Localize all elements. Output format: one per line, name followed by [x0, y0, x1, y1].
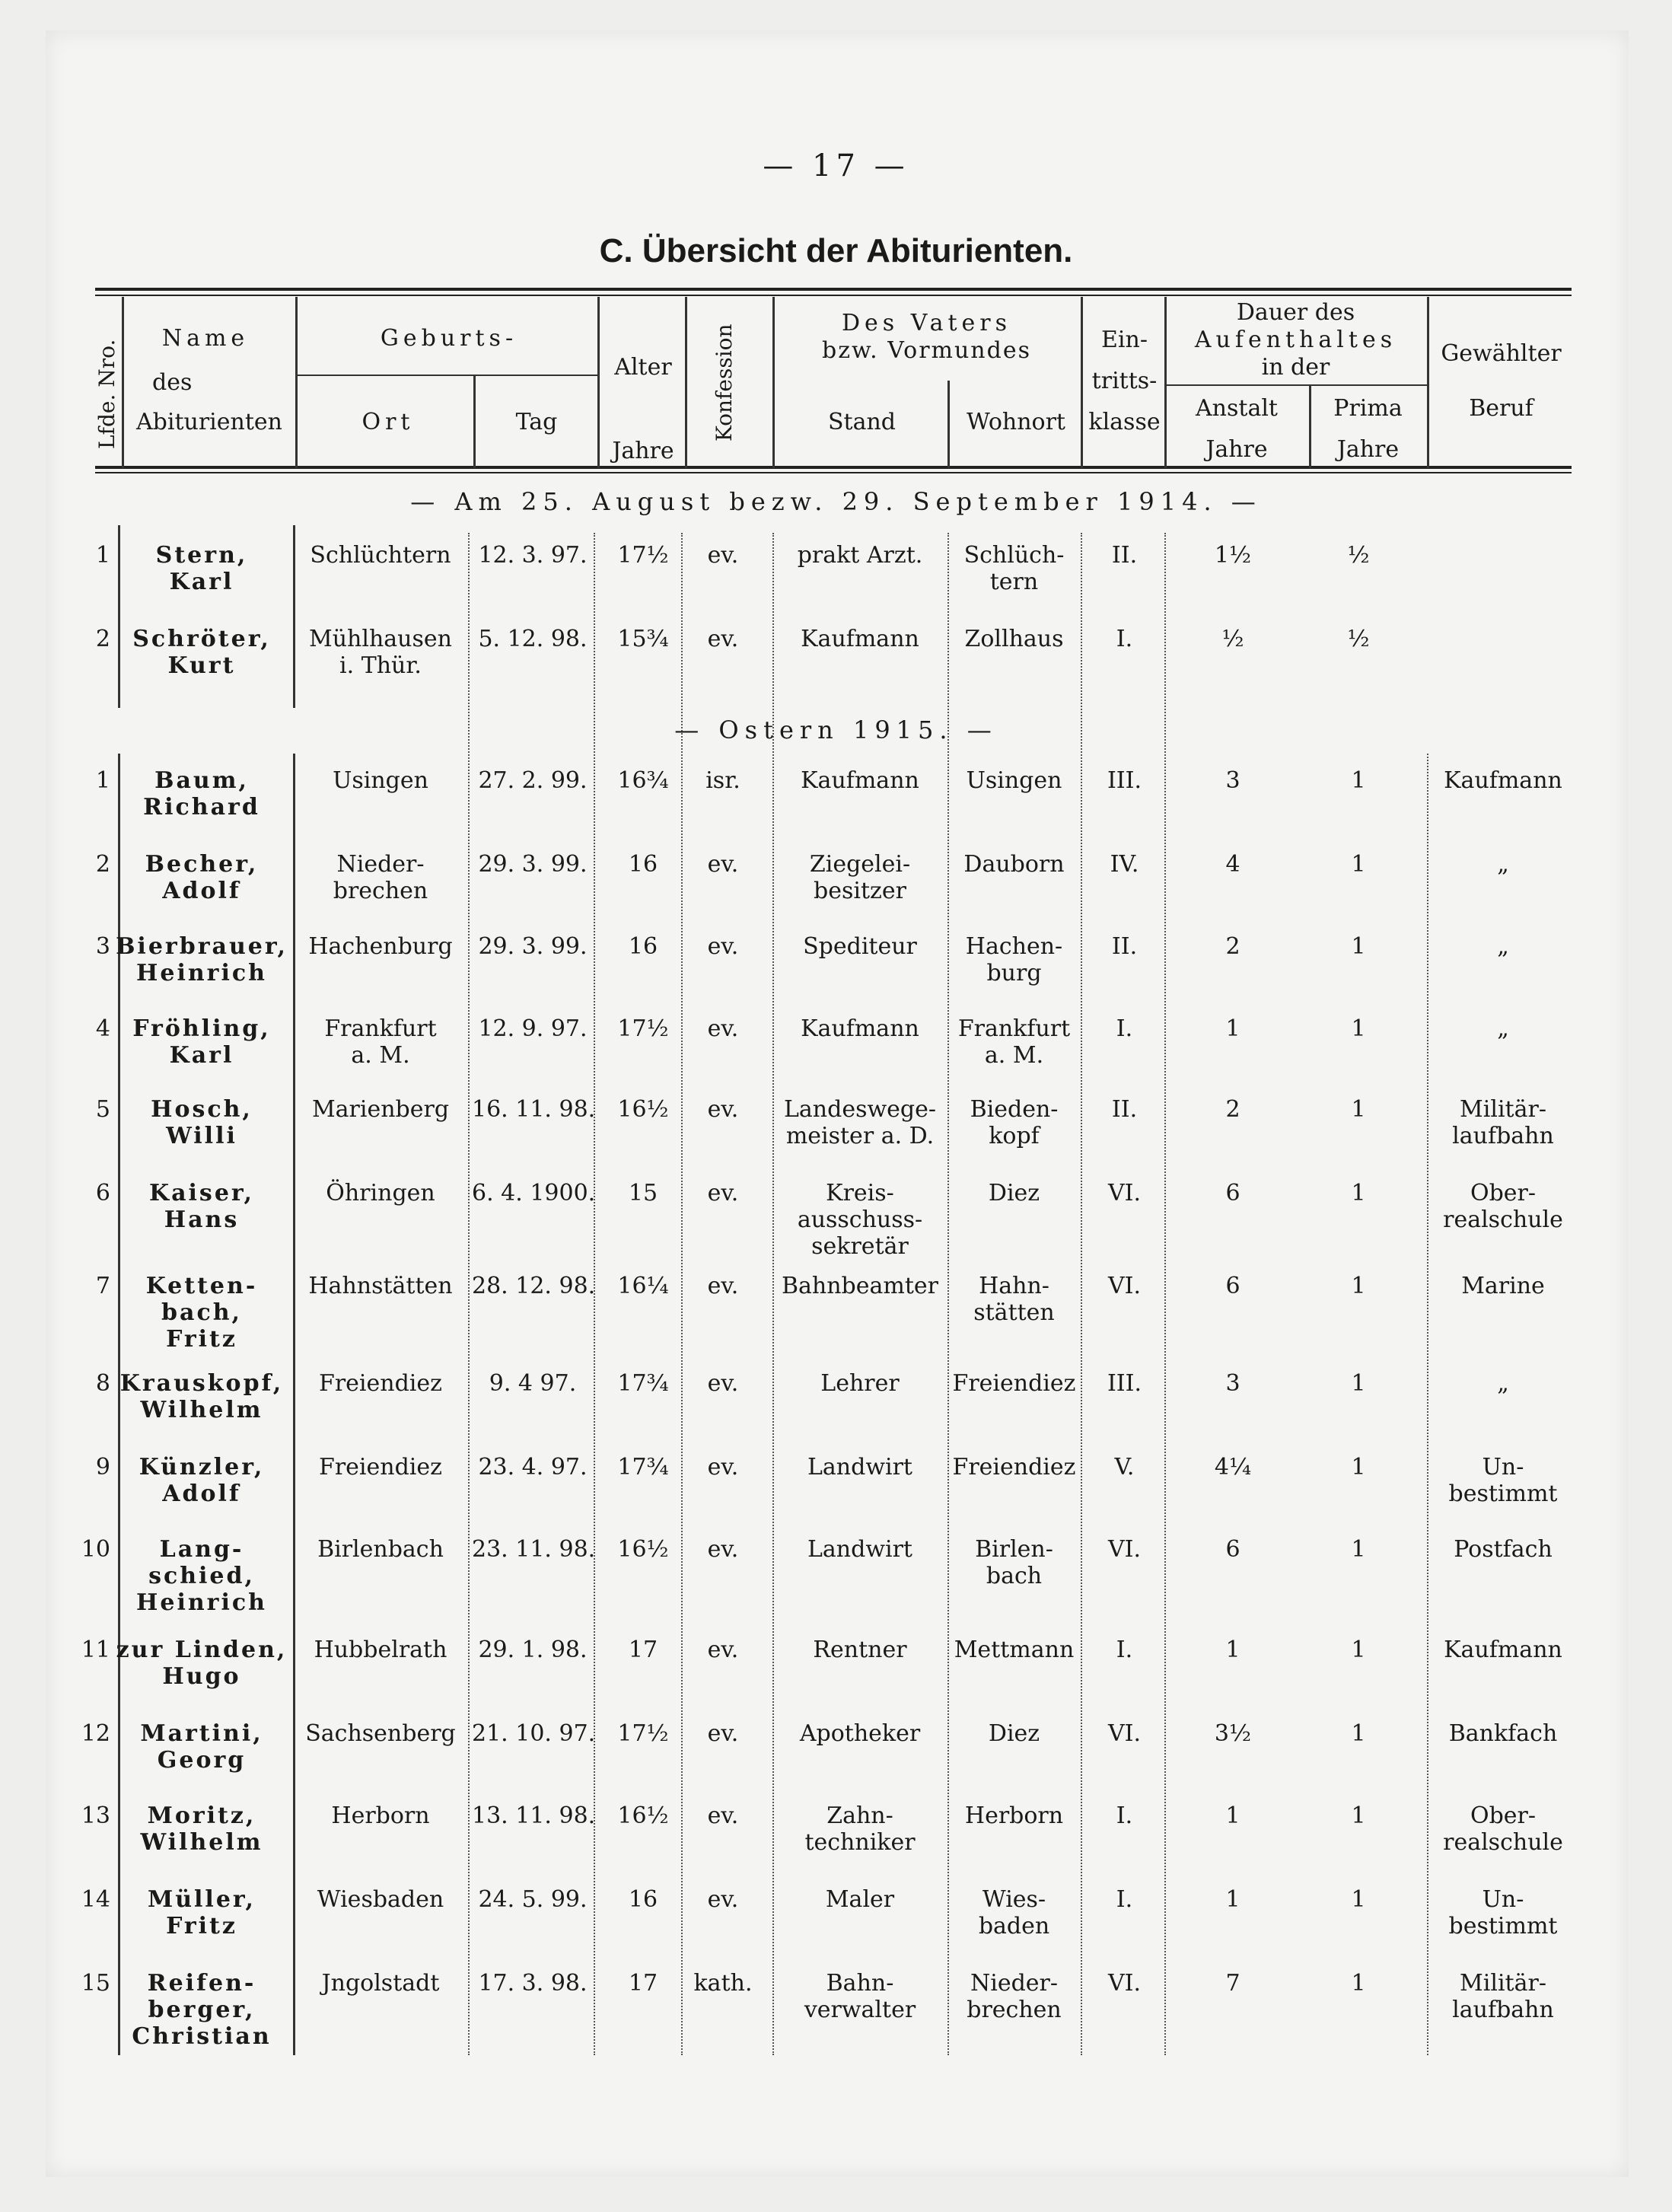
vater-stand: verwalter: [804, 1997, 916, 2023]
gewaehlter-beruf: „: [1497, 851, 1509, 878]
eintrittsklasse: I.: [1116, 1015, 1133, 1042]
abiturient-name: Fritz: [166, 1913, 237, 1939]
vater-wohnort: Diez: [988, 1720, 1040, 1747]
header-anstalt: Anstalt: [1196, 395, 1278, 422]
vater-stand: Maler: [825, 1886, 895, 1913]
geburtstag: 12. 9. 97.: [478, 1015, 588, 1042]
vater-wohnort: Diez: [988, 1180, 1040, 1206]
gewaehlter-beruf: „: [1497, 933, 1509, 960]
geburtstag: 6. 4. 1900.: [472, 1180, 596, 1206]
geburtsort: Sachsenberg: [305, 1720, 456, 1747]
alter: 17: [628, 1637, 658, 1663]
vline-header-7: [947, 381, 950, 468]
geburtstag: 23. 4. 97.: [478, 1454, 588, 1481]
vater-wohnort: Usingen: [966, 767, 1062, 794]
alter: 17: [628, 1970, 658, 1997]
abiturient-name: Ketten-: [145, 1273, 258, 1299]
header-konfession: Konfession: [712, 324, 737, 441]
abiturient-name: Künzler,: [139, 1454, 265, 1481]
dauer-prima: 1: [1351, 1454, 1366, 1481]
vater-wohnort: Nieder-: [970, 1970, 1059, 1997]
header-anstalt-jahre: Jahre: [1205, 436, 1268, 463]
row-number: 3: [95, 933, 110, 960]
vater-wohnort: Wies-: [982, 1886, 1046, 1913]
header-vater-2: bzw. Vormundes: [822, 337, 1031, 364]
rule-top-thin: [95, 295, 1572, 296]
konfession: ev.: [707, 1180, 739, 1206]
header-alter-jahre: Jahre: [612, 438, 674, 464]
dauer-prima: ½: [1347, 542, 1370, 569]
vline-header-2: [295, 297, 298, 468]
geburtstag: 13. 11. 98.: [472, 1802, 596, 1829]
vater-wohnort: Freiendiez: [952, 1454, 1076, 1481]
abiturient-name: Bierbrauer,: [116, 933, 288, 960]
abiturient-name: Martini,: [140, 1720, 263, 1747]
vater-wohnort: Frankfurt: [957, 1015, 1071, 1042]
eintrittsklasse: III.: [1107, 767, 1142, 794]
eintrittsklasse: III.: [1107, 1370, 1142, 1397]
geburtstag: 21. 10. 97.: [472, 1720, 596, 1747]
abiturient-name: berger,: [148, 1997, 256, 2023]
eintrittsklasse: I.: [1116, 1886, 1133, 1913]
vater-wohnort: burg: [986, 960, 1042, 986]
abiturient-name: Karl: [169, 1042, 234, 1069]
alter: 16: [628, 933, 658, 960]
vline-header-4: [597, 297, 600, 468]
vater-stand: prakt Arzt.: [797, 542, 923, 569]
row-number: 1: [95, 542, 110, 569]
abiturient-name: Georg: [157, 1747, 247, 1774]
dauer-prima: 1: [1351, 1180, 1366, 1206]
header-prima: Prima: [1333, 395, 1403, 422]
gewaehlter-beruf: bestimmt: [1448, 1913, 1558, 1939]
row-number: 11: [81, 1637, 110, 1663]
dauer-prima: 1: [1351, 933, 1366, 960]
abiturient-name: Moritz,: [147, 1802, 256, 1829]
vater-stand: besitzer: [814, 878, 906, 904]
vater-stand: Bahn-: [826, 1970, 894, 1997]
vater-stand: Landeswege-: [783, 1096, 936, 1123]
dauer-anstalt: 6: [1225, 1536, 1240, 1563]
konfession: ev.: [707, 851, 739, 878]
alter: 16: [628, 851, 658, 878]
abiturient-name: Lang-: [159, 1536, 244, 1563]
abiturient-name: Becher,: [145, 851, 259, 878]
abiturient-name: Wilhelm: [140, 1397, 263, 1423]
konfession: ev.: [707, 626, 739, 652]
vater-stand: sekretär: [811, 1233, 909, 1260]
row-number: 2: [95, 626, 110, 652]
row-number: 5: [95, 1096, 110, 1123]
header-dauer-3: in der: [1261, 354, 1330, 381]
dauer-anstalt: 3½: [1214, 1720, 1252, 1747]
alter: 17½: [617, 1015, 669, 1042]
konfession: ev.: [707, 1802, 739, 1829]
gewaehlter-beruf: Kaufmann: [1444, 767, 1562, 794]
alter: 16½: [617, 1802, 669, 1829]
geburtsort: Wiesbaden: [317, 1886, 444, 1913]
vater-wohnort: tern: [989, 569, 1039, 595]
dauer-prima: 1: [1351, 1096, 1366, 1123]
vater-wohnort: Schlüch-: [963, 542, 1065, 569]
header-geburts: Geburts-: [380, 325, 518, 352]
gewaehlter-beruf: Militär-: [1460, 1096, 1546, 1123]
konfession: ev.: [707, 1720, 739, 1747]
geburtstag: 29. 3. 99.: [478, 851, 588, 878]
header-alter: Alter: [614, 354, 672, 381]
gewaehlter-beruf: laufbahn: [1452, 1123, 1554, 1149]
geburtsort: Öhringen: [326, 1180, 435, 1206]
dauer-anstalt: 1½: [1214, 542, 1252, 569]
row-number: 13: [81, 1802, 110, 1829]
dauer-anstalt: 2: [1225, 933, 1240, 960]
gewaehlter-beruf: Kaufmann: [1444, 1637, 1562, 1663]
vater-wohnort: Mettmann: [954, 1637, 1075, 1663]
vater-stand: techniker: [804, 1829, 916, 1856]
geburtsort: Freiendiez: [319, 1370, 442, 1397]
abiturient-name: Müller,: [148, 1886, 256, 1913]
dauer-anstalt: 4¼: [1214, 1454, 1252, 1481]
konfession: ev.: [707, 1273, 739, 1299]
vater-wohnort: Bieden-: [970, 1096, 1059, 1123]
gewaehlter-beruf: Postfach: [1454, 1536, 1553, 1563]
header-name-1: Name: [161, 325, 250, 352]
vater-wohnort: stätten: [973, 1299, 1055, 1326]
row-number: 7: [95, 1273, 110, 1299]
alter: 15: [628, 1180, 658, 1206]
vline-header-8: [1081, 297, 1083, 468]
geburtstag: 24. 5. 99.: [478, 1886, 588, 1913]
geburtstag: 9. 4 97.: [489, 1370, 577, 1397]
dauer-prima: 1: [1351, 1970, 1366, 1997]
vater-wohnort: Freiendiez: [952, 1370, 1076, 1397]
header-name-3: Abiturienten: [136, 409, 282, 435]
alter: 16¼: [617, 1273, 669, 1299]
row-number: 6: [95, 1180, 110, 1206]
header-wohnort: Wohnort: [967, 409, 1065, 435]
row-number: 15: [81, 1970, 110, 1997]
dauer-prima: 1: [1351, 851, 1366, 878]
abiturient-name: Heinrich: [136, 1589, 267, 1616]
geburtstag: 23. 11. 98.: [472, 1536, 596, 1563]
dauer-anstalt: 1: [1225, 1802, 1240, 1829]
vater-stand: Apotheker: [799, 1720, 921, 1747]
vater-wohnort: Hahn-: [979, 1273, 1049, 1299]
gewaehlter-beruf: Un-: [1482, 1454, 1524, 1481]
dauer-prima: 1: [1351, 1015, 1366, 1042]
abiturient-name: bach,: [161, 1299, 242, 1326]
abiturient-name: Adolf: [162, 1481, 241, 1507]
page-number: — 17 —: [763, 148, 909, 183]
vater-stand: Lehrer: [820, 1370, 900, 1397]
row-number: 14: [81, 1886, 110, 1913]
vater-stand: Zahn-: [826, 1802, 893, 1829]
abiturient-name: Fröhling,: [132, 1015, 271, 1042]
vline-header-6: [772, 297, 775, 468]
vline-header-9: [1164, 297, 1167, 468]
dauer-anstalt: 1: [1225, 1015, 1240, 1042]
geburtstag: 17. 3. 98.: [478, 1970, 588, 1997]
vater-stand: Kaufmann: [801, 767, 919, 794]
konfession: ev.: [707, 1454, 739, 1481]
gewaehlter-beruf: Bankfach: [1448, 1720, 1558, 1747]
dauer-prima: 1: [1351, 1273, 1366, 1299]
vater-stand: Ziegelei-: [809, 851, 911, 878]
dauer-anstalt: 6: [1225, 1273, 1240, 1299]
vater-wohnort: Herborn: [964, 1802, 1064, 1829]
abiturient-name: Krauskopf,: [119, 1370, 284, 1397]
abiturient-name: Karl: [169, 569, 234, 595]
vline-header-1: [122, 297, 124, 468]
header-dauer-1: Dauer des: [1236, 299, 1355, 326]
vline-header-10: [1309, 384, 1311, 468]
konfession: ev.: [707, 1886, 739, 1913]
geburtstag: 27. 2. 99.: [478, 767, 588, 794]
abiturient-name: Baum,: [154, 767, 249, 794]
gewaehlter-beruf: bestimmt: [1448, 1481, 1558, 1507]
geburtsort: Herborn: [331, 1802, 430, 1829]
geburtsort: Marienberg: [311, 1096, 450, 1123]
eintrittsklasse: VI.: [1107, 1180, 1142, 1206]
vater-stand: Spediteur: [803, 933, 917, 960]
abiturient-name: Christian: [132, 2023, 272, 2050]
vater-wohnort: brechen: [967, 1997, 1062, 2023]
header-vater-1: Des Vaters: [841, 310, 1012, 336]
row-number: 1: [95, 767, 110, 794]
dauer-anstalt: 2: [1225, 1096, 1240, 1123]
header-beruf-1: Gewählter: [1441, 340, 1562, 367]
eintrittsklasse: I.: [1116, 1802, 1133, 1829]
abiturient-name: Willi: [166, 1123, 237, 1149]
section-heading: — Am 25. August bezw. 29. September 1914. —: [410, 487, 1262, 516]
page-title: C. Übersicht der Abiturienten.: [599, 232, 1073, 269]
gewaehlter-beruf: realschule: [1443, 1829, 1563, 1856]
geburtsort: Jngolstadt: [321, 1970, 440, 1997]
geburtstag: 29. 1. 98.: [478, 1637, 588, 1663]
geburtsort: Freiendiez: [319, 1454, 442, 1481]
gewaehlter-beruf: Militär-: [1460, 1970, 1546, 1997]
section-heading: — Ostern 1915. —: [674, 716, 998, 744]
dauer-prima: 1: [1351, 1370, 1366, 1397]
dauer-anstalt: 1: [1225, 1637, 1240, 1663]
vater-wohnort: Dauborn: [963, 851, 1065, 878]
geburtsort: Hubbelrath: [314, 1637, 447, 1663]
row-number: 4: [95, 1015, 110, 1042]
rule-top: [95, 288, 1572, 291]
konfession: kath.: [693, 1970, 753, 1997]
geburtsort: Nieder-: [336, 851, 425, 878]
abiturient-name: Schröter,: [132, 626, 271, 652]
header-stand: Stand: [827, 409, 897, 435]
eintrittsklasse: VI.: [1107, 1536, 1142, 1563]
vater-wohnort: a. M.: [984, 1042, 1044, 1069]
header-ort: Ort: [361, 409, 415, 435]
alter: 17¾: [617, 1454, 669, 1481]
geburtstag: 12. 3. 97.: [478, 542, 588, 569]
row-number: 10: [81, 1536, 110, 1563]
vline-header-11: [1427, 297, 1429, 468]
konfession: ev.: [707, 1536, 739, 1563]
dauer-prima: ½: [1347, 626, 1370, 652]
gewaehlter-beruf: Marine: [1461, 1273, 1545, 1299]
abiturient-name: Hosch,: [151, 1096, 253, 1123]
vater-stand: Landwirt: [807, 1454, 912, 1481]
header-eintritt-1: Ein-: [1101, 327, 1148, 353]
vater-stand: ausschuss-: [797, 1206, 923, 1233]
abiturient-name: Adolf: [162, 878, 241, 904]
header-tag: Tag: [515, 409, 558, 435]
row-number: 8: [95, 1370, 110, 1397]
eintrittsklasse: II.: [1111, 542, 1138, 569]
abiturient-name: Fritz: [166, 1326, 237, 1353]
vline-header-3: [473, 375, 476, 468]
alter: 16½: [617, 1096, 669, 1123]
eintrittsklasse: IV.: [1110, 851, 1139, 878]
header-lfde-nr: Lfde. Nro.: [94, 339, 119, 449]
row-number: 9: [95, 1454, 110, 1481]
geburtsort: Usingen: [333, 767, 428, 794]
dauer-anstalt: 3: [1225, 1370, 1240, 1397]
geburtsort: i. Thür.: [339, 652, 422, 679]
geburtsort: Schlüchtern: [310, 542, 451, 569]
rule-header-bottom-thin: [95, 472, 1572, 473]
dauer-anstalt: 7: [1225, 1970, 1240, 1997]
dauer-divider: [1164, 384, 1427, 386]
dauer-prima: 1: [1351, 1720, 1366, 1747]
abiturient-name: Richard: [143, 794, 260, 821]
eintrittsklasse: VI.: [1107, 1720, 1142, 1747]
vater-stand: Landwirt: [807, 1536, 912, 1563]
vater-stand: meister a. D.: [785, 1123, 935, 1149]
dauer-anstalt: 3: [1225, 767, 1240, 794]
eintrittsklasse: I.: [1116, 626, 1133, 652]
geburts-divider: [297, 375, 597, 376]
geburtstag: 29. 3. 99.: [478, 933, 588, 960]
eintrittsklasse: V.: [1114, 1454, 1135, 1481]
alter: 17½: [617, 542, 669, 569]
vater-wohnort: baden: [978, 1913, 1050, 1939]
dauer-anstalt: 6: [1225, 1180, 1240, 1206]
dauer-anstalt: 4: [1225, 851, 1240, 878]
alter: 16¾: [617, 767, 669, 794]
geburtsort: a. M.: [351, 1042, 410, 1069]
row-number: 12: [81, 1720, 110, 1747]
eintrittsklasse: II.: [1111, 933, 1138, 960]
abiturient-name: Reifen-: [147, 1970, 256, 1997]
eintrittsklasse: II.: [1111, 1096, 1138, 1123]
dauer-prima: 1: [1351, 767, 1366, 794]
gewaehlter-beruf: Ober-: [1470, 1802, 1537, 1829]
geburtsort: Hachenburg: [308, 933, 453, 960]
dauer-anstalt: 1: [1225, 1886, 1240, 1913]
geburtsort: Mühlhausen: [309, 626, 452, 652]
geburtsort: brechen: [333, 878, 428, 904]
vater-wohnort: Hachen-: [965, 933, 1063, 960]
dauer-prima: 1: [1351, 1536, 1366, 1563]
header-eintritt-3: klasse: [1088, 409, 1161, 435]
gewaehlter-beruf: laufbahn: [1452, 1997, 1554, 2023]
alter: 15¾: [617, 626, 669, 652]
header-name-2: des: [152, 369, 193, 396]
abiturient-name: schied,: [148, 1563, 255, 1589]
abiturient-name: Stern,: [155, 542, 248, 569]
konfession: isr.: [705, 767, 740, 794]
geburtstag: 28. 12. 98.: [472, 1273, 596, 1299]
dauer-prima: 1: [1351, 1802, 1366, 1829]
geburtsort: Birlenbach: [317, 1536, 444, 1563]
geburtsort: Frankfurt: [324, 1015, 437, 1042]
alter: 16: [628, 1886, 658, 1913]
konfession: ev.: [707, 933, 739, 960]
gewaehlter-beruf: Ober-: [1470, 1180, 1537, 1206]
dauer-prima: 1: [1351, 1637, 1366, 1663]
row-number: 2: [95, 851, 110, 878]
abiturient-name: Kaiser,: [149, 1180, 254, 1206]
abiturient-name: Heinrich: [136, 960, 267, 986]
geburtstag: 5. 12. 98.: [478, 626, 588, 652]
abiturient-name: Hugo: [162, 1663, 241, 1690]
vline-header-5: [685, 297, 687, 468]
vater-stand: Bahnbeamter: [781, 1273, 938, 1299]
eintrittsklasse: VI.: [1107, 1273, 1142, 1299]
vdot-tag: [468, 533, 470, 2055]
vater-stand: Kaufmann: [801, 1015, 919, 1042]
dauer-anstalt: ½: [1221, 626, 1244, 652]
abiturient-name: Kurt: [167, 652, 236, 679]
rule-header-bottom: [95, 466, 1572, 469]
vater-wohnort: kopf: [989, 1123, 1040, 1149]
alter: 16½: [617, 1536, 669, 1563]
geburtstag: 16. 11. 98.: [472, 1096, 596, 1123]
gewaehlter-beruf: Un-: [1482, 1886, 1524, 1913]
header-dauer-2: Aufenthaltes: [1194, 327, 1397, 353]
vater-wohnort: Zollhaus: [964, 626, 1064, 652]
vater-wohnort: bach: [986, 1563, 1043, 1589]
konfession: ev.: [707, 1096, 739, 1123]
header-eintritt-2: tritts-: [1091, 368, 1158, 394]
vater-stand: Kaufmann: [801, 626, 919, 652]
gewaehlter-beruf: „: [1497, 1015, 1509, 1042]
geburtsort: Hahnstätten: [308, 1273, 453, 1299]
konfession: ev.: [707, 1370, 739, 1397]
gewaehlter-beruf: realschule: [1443, 1206, 1563, 1233]
eintrittsklasse: I.: [1116, 1637, 1133, 1663]
vater-stand: Kreis-: [826, 1180, 894, 1206]
vater-wohnort: Birlen-: [975, 1536, 1053, 1563]
alter: 17½: [617, 1720, 669, 1747]
vater-stand: Rentner: [813, 1637, 907, 1663]
eintrittsklasse: VI.: [1107, 1970, 1142, 1997]
konfession: ev.: [707, 1637, 739, 1663]
abiturient-name: Hans: [164, 1206, 240, 1233]
abiturient-name: Wilhelm: [140, 1829, 263, 1856]
dauer-prima: 1: [1351, 1886, 1366, 1913]
gewaehlter-beruf: „: [1497, 1370, 1509, 1397]
konfession: ev.: [707, 542, 739, 569]
header-beruf-2: Beruf: [1469, 395, 1533, 422]
alter: 17¾: [617, 1370, 669, 1397]
header-prima-jahre: Jahre: [1336, 436, 1400, 463]
abiturient-name: zur Linden,: [116, 1637, 288, 1663]
konfession: ev.: [707, 1015, 739, 1042]
